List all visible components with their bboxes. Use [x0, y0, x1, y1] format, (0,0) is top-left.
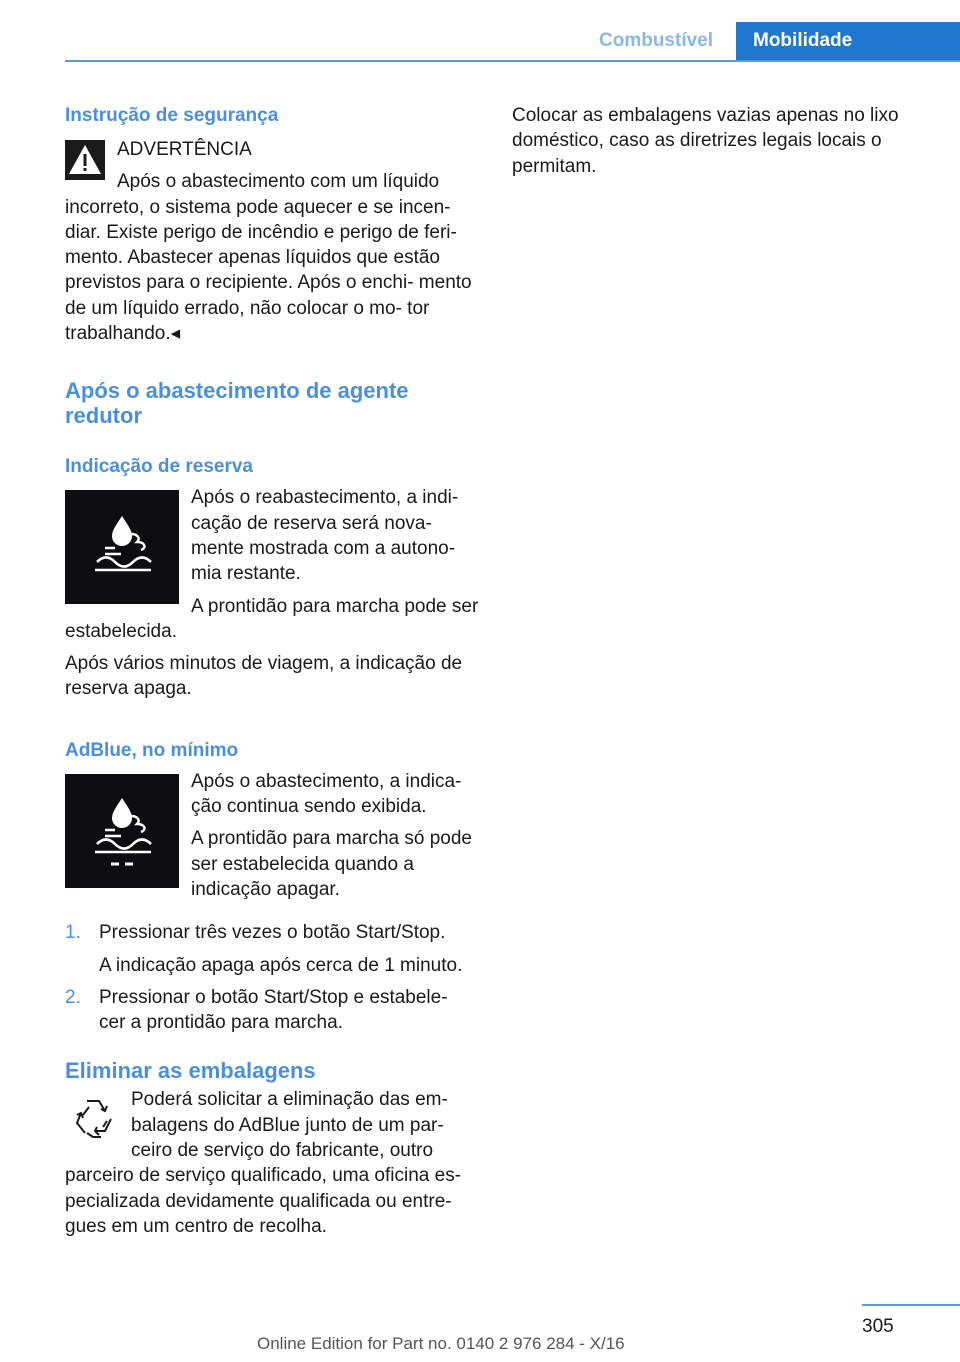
reserve-heading: Indicação de reserva [65, 456, 253, 478]
right-column [512, 103, 912, 179]
reserve-block [65, 485, 479, 701]
header-section-fuel[interactable]: Combustível [599, 30, 714, 51]
header-section-mobility-label: Mobilidade [753, 30, 853, 51]
reserve-p3: Após vários minutos de viagem, a indicação de reserva apaga. [65, 653, 463, 700]
minimum-block [65, 769, 479, 902]
disposal-text: Poderá solicitar a eliminação das em- balagens do AdBlue junto de um par- ceiro de serviço do fabricante, outro parceiro de serviço qualificado, uma oficina es- pecializada devidamente qualificada ou entre- gues em um centro de recolha. [65, 1089, 462, 1237]
adblue-droplet-icon [65, 490, 179, 604]
disposal-block [65, 1087, 479, 1239]
minimum-heading: AdBlue, no mínimo [65, 739, 239, 761]
minimum-p1: Após o abastecimento, a indica- ção continua sendo exibida. [191, 770, 462, 818]
disposal-right-text: Colocar as embalagens vazias apenas no lixo doméstico, caso as diretrizes legais locais o permitam. [512, 105, 899, 177]
header-rule [65, 60, 960, 62]
after-refill-heading: Após o abastecimento de agente redutor [65, 378, 409, 429]
reserve-p2: A prontidão para marcha pode ser estabelecida. [65, 595, 479, 642]
warning-title: ADVERTÊNCIA [117, 139, 252, 160]
minimum-p2: A prontidão para marcha só pode ser estabelecida quando a indicação apagar. [191, 828, 472, 900]
list-item [65, 920, 479, 978]
step-number: 2. [65, 986, 81, 1008]
step-text: Pressionar três vezes o botão Start/Stop. [99, 922, 446, 944]
adblue-droplet-icon [65, 774, 179, 888]
left-column [65, 103, 479, 1239]
adblue-reserve-display [65, 490, 179, 604]
step-text: Pressionar o botão Start/Stop e estabele- cer a prontidão para marcha. [99, 986, 448, 1034]
warning-triangle-icon [65, 140, 105, 180]
page-number: 305 [862, 1316, 894, 1337]
disposal-heading: Eliminar as embalagens [65, 1058, 316, 1084]
header-section-mobility[interactable] [736, 22, 960, 62]
step-number: 1. [65, 922, 81, 944]
footer-edition: Online Edition for Part no. 0140 2 976 284 - X/16 [257, 1334, 625, 1353]
steps-list [65, 920, 479, 1035]
warning-block [65, 137, 479, 346]
footer-rule [862, 1304, 960, 1306]
adblue-minimum-display [65, 774, 179, 888]
safety-heading: Instrução de segurança [65, 105, 279, 126]
reserve-p1: Após o reabastecimento, a indi- cação de reserva será nova- mente mostrada com a autono- mia restante. [191, 487, 459, 585]
warning-text: Após o abastecimento com um líquido incorreto, o sistema pode aquecer e se incen- diar. Existe perigo de incêndio e perigo de feri- mento. Abastecer apenas líquidos que estão previstos para o recipiente. Após o enchi- mento de um líquido errado, não colocar o mo- tor trabalhando.◂ [65, 171, 472, 345]
recycle-icon [67, 1093, 119, 1145]
step-subtext: A indicação apaga após cerca de 1 minuto. [99, 954, 463, 976]
list-item [65, 985, 479, 1036]
